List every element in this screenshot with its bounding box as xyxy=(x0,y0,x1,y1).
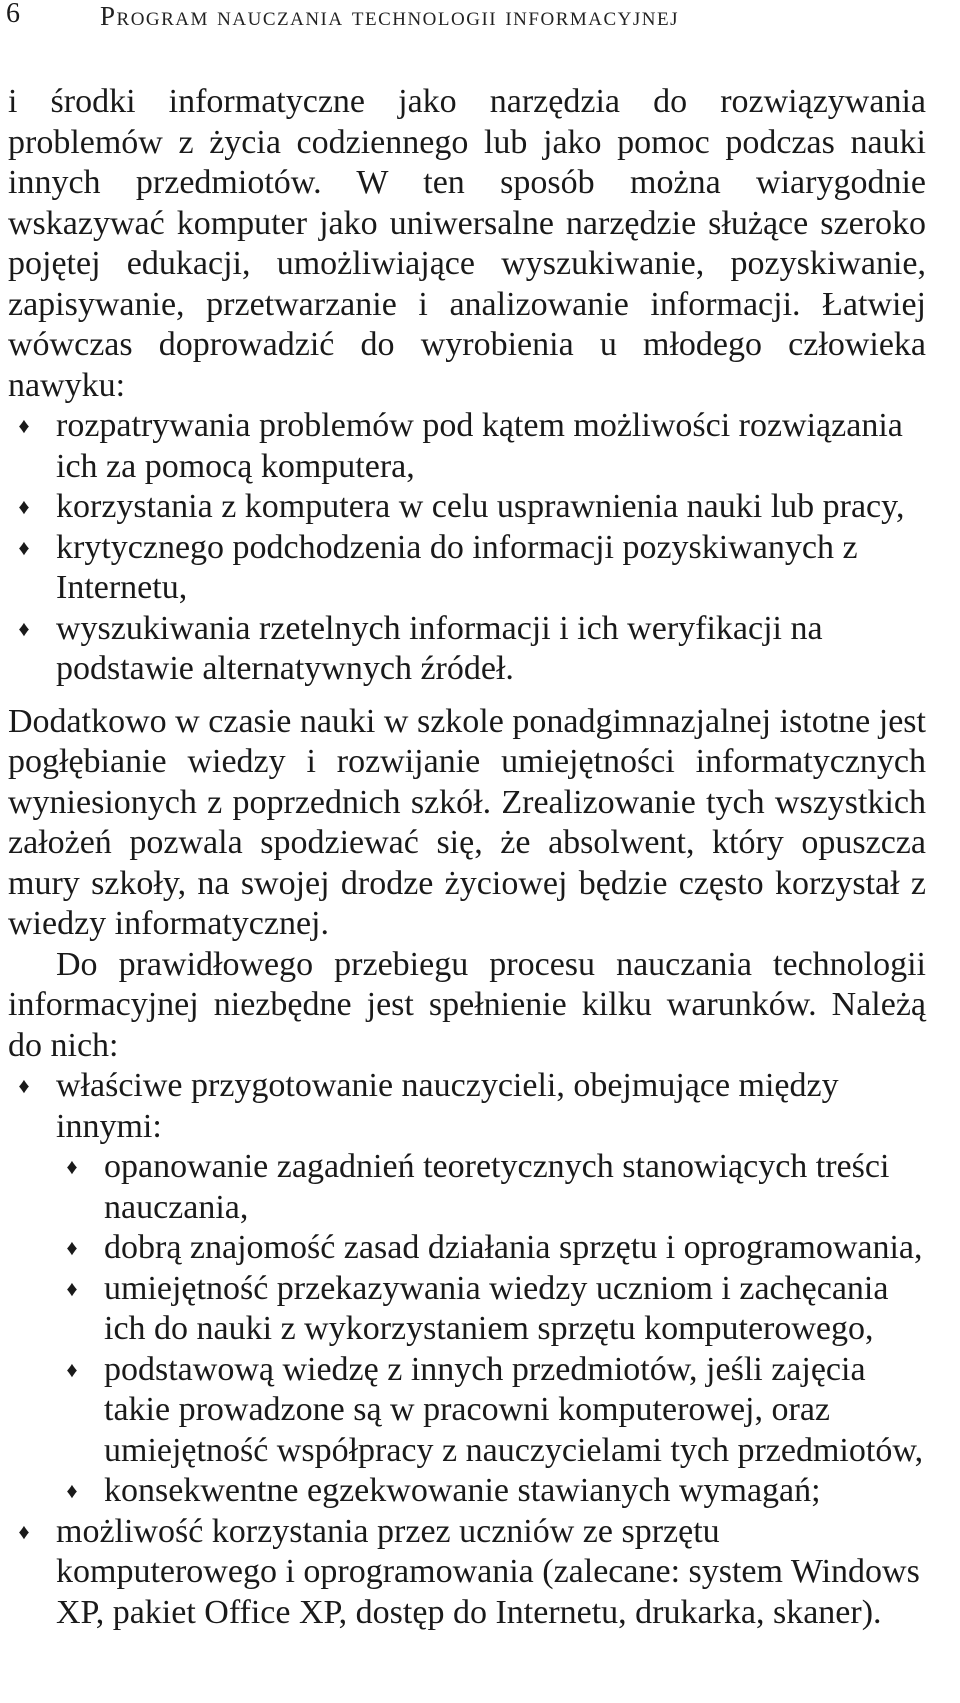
diamond-bullet-icon: ♦ xyxy=(18,1073,30,1098)
diamond-bullet-icon: ♦ xyxy=(18,534,30,560)
list-item-text: rozpatrywania problemów pod kątem możliwości rozwiązania ich za pomocą komputera, xyxy=(56,407,903,485)
running-header xyxy=(0,0,960,44)
teacher-skills-sublist xyxy=(56,1147,926,1512)
list-item xyxy=(18,1066,926,1512)
sublist-item-text: dobrą znajomość zasad działania sprzętu i oprogramowania, xyxy=(104,1229,923,1266)
diamond-bullet-icon: ♦ xyxy=(18,413,30,438)
sublist-item-text: podstawową wiedzę z innych przedmiotów, jeśli zajęcia takie prowadzone są w pracowni komputerowej, oraz umiejętność współpracy z nauczycielami tych przedmiotów, xyxy=(104,1350,924,1469)
sublist-item xyxy=(66,1350,926,1472)
sublist-item xyxy=(66,1471,926,1512)
list-item xyxy=(18,528,926,609)
diamond-bullet-icon: ♦ xyxy=(66,1154,78,1179)
sublist-item xyxy=(66,1147,926,1228)
conditions-list xyxy=(8,1066,926,1633)
diamond-bullet-icon: ♦ xyxy=(66,1478,78,1503)
sublist-item-text: umiejętność przekazywania wiedzy uczniom i zachęcania ich do nauki z wykorzystaniem sprzętu komputerowego, xyxy=(104,1269,889,1347)
sublist-item xyxy=(66,1228,926,1269)
list-item-text: właściwe przygotowanie nauczycieli, obejmujące między innymi: xyxy=(56,1067,839,1145)
list-item xyxy=(18,1512,926,1634)
diamond-bullet-icon: ♦ xyxy=(66,1275,78,1301)
list-item-text: korzystania z komputera w celu usprawnienia nauki lub pracy, xyxy=(56,488,905,525)
list-item xyxy=(18,487,926,528)
diamond-bullet-icon: ♦ xyxy=(18,494,30,519)
list-item xyxy=(18,406,926,487)
list-item-text: krytycznego podchodzenia do informacji pozyskiwanych z Internetu, xyxy=(56,528,858,606)
list-item xyxy=(18,609,926,690)
sublist-item xyxy=(66,1269,926,1350)
diamond-bullet-icon: ♦ xyxy=(66,1356,78,1382)
paragraph-1: i środki informatyczne jako narzędzia do rozwiązywania problemów z życia codziennego lub jako pomoc podczas nauki innych przedmiotów. W ten sposób można wiarygodnie wskazywać komputer jako uniwersalne narzędzie służące szeroko pojętej edukacji, umożliwiające wyszukiwanie, pozyskiwanie, zapisywanie, przetwarzanie i analizowanie informacji. Łatwiej wówczas doprowadzić do wyrobienia u młodego człowieka nawyku: xyxy=(8,83,926,404)
sublist-item-text: konsekwentne egzekwowanie stawianych wymagań; xyxy=(104,1472,821,1509)
page-body xyxy=(8,82,926,1633)
page-number: 6 xyxy=(6,0,20,29)
diamond-bullet-icon: ♦ xyxy=(18,1518,30,1544)
list-item-text: możliwość korzystania przez uczniów ze sprzętu komputerowego i oprogramowania (zalecane: system Windows XP, pakiet Office XP, dostęp do Internetu, drukarka, skaner). xyxy=(56,1512,920,1631)
paragraph-3: Do prawidłowego przebiegu procesu nauczania technologii informacyjnej niezbędne jest spełnienie kilku warunków. Należą do nich: xyxy=(8,945,926,1064)
diamond-bullet-icon: ♦ xyxy=(66,1235,78,1260)
paragraph-2: Dodatkowo w czasie nauki w szkole ponadgimnazjalnej istotne jest pogłębianie wiedzy i rozwijanie umiejętności informatycznych wyniesionych z poprzednich szkół. Zrealizowanie tych wszystkich założeń pozwala spodziewać się, że absolwent, który opuszcza mury szkoły, na swojej drodze życiowej będzie często korzystał z wiedzy informatycznej. xyxy=(8,702,926,942)
list-item-text: wyszukiwania rzetelnych informacji i ich weryfikacji na podstawie alternatywnych źródeł. xyxy=(56,609,823,687)
sublist-item-text: opanowanie zagadnień teoretycznych stanowiących treści nauczania, xyxy=(104,1148,890,1226)
running-head-title: Program nauczania technologii informacyjnej xyxy=(100,1,679,31)
habits-list xyxy=(8,406,926,690)
diamond-bullet-icon: ♦ xyxy=(18,615,30,641)
